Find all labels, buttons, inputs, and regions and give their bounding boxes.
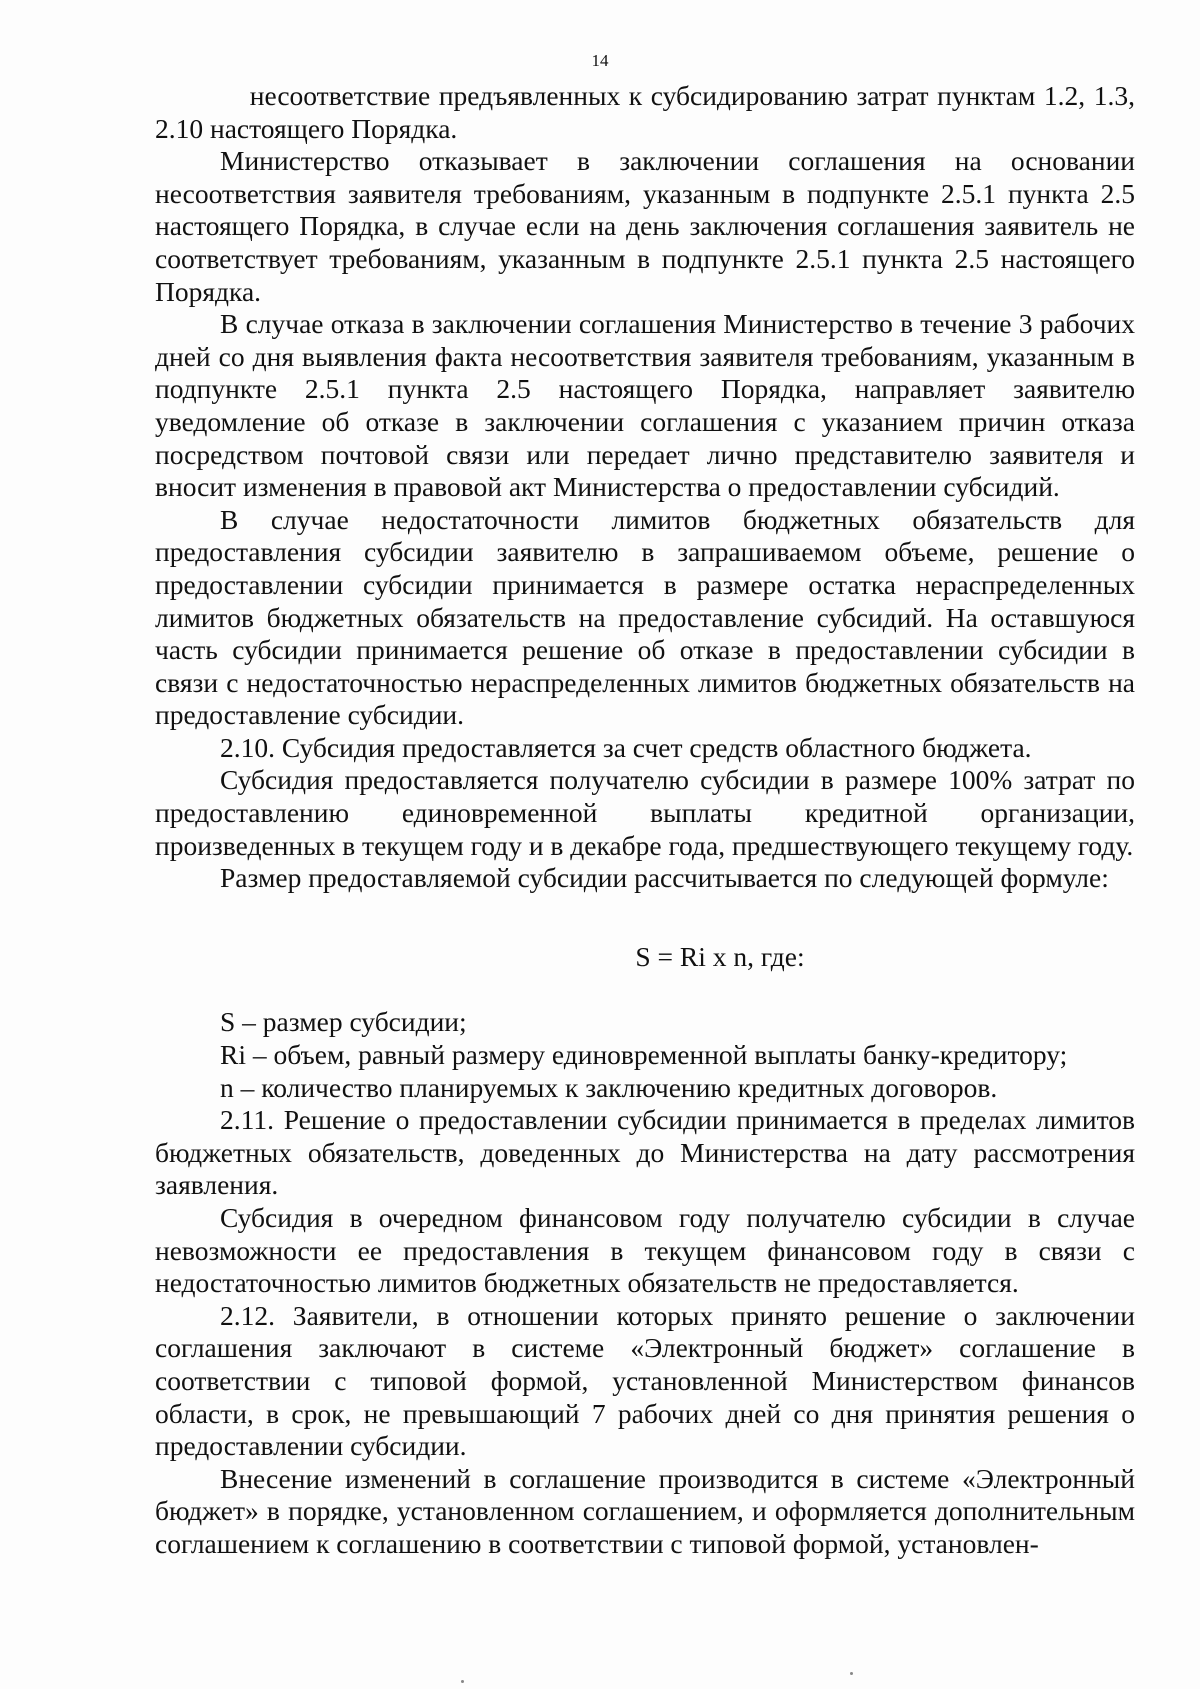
- paragraph-amendments: Внесение изменений в соглашение производится в системе «Электронный бюджет» в порядке, установленном соглашением, и оформляется дополнительным соглашением к соглашению в соответствии с типовой формой, установлен-: [155, 1462, 1135, 1559]
- paragraph-formula-intro: Размер предоставляемой субсидии рассчитывается по следующей формуле:: [220, 862, 1109, 894]
- definition-s: S – размер субсидии;: [220, 1006, 467, 1038]
- paragraph-next-year: Субсидия в очередном финансовом году получателю субсидии в случае невозможности ее предоставления в текущем финансовом году в связи с недостаточностью лимитов бюджетных обязательств не предоставляется.: [155, 1202, 1135, 1299]
- paragraph-refusal-notification: В случае отказа в заключении соглашения Министерство в течение 3 рабочих дней со дня выявления факта несоответствия заявителя требованиям, указанным в подпункте 2.5.1 пункта 2.5 настоящего Порядка, направляет заявителю уведомление об отказе в заключении соглашения с указанием причин отказа посредством почтовой связи или передает лично представителю заявителя и вносит изменения в правовой акт Министерства о предоставлении субсидий.: [155, 308, 1135, 503]
- definition-ri: Ri – объем, равный размеру единовременной выплаты банку-кредитору;: [220, 1039, 1068, 1071]
- definition-n: n – количество планируемых к заключению кредитных договоров.: [220, 1071, 998, 1103]
- spacer: [155, 973, 1135, 1006]
- spacer: [155, 895, 1135, 941]
- document-body: [155, 80, 1135, 1561]
- scan-speck: [850, 1672, 853, 1675]
- page-number: 14: [591, 51, 609, 70]
- paragraph-continuation: несоответствие предъявленных к субсидированию затрат пунктам 1.2, 1.3, 2.10 настоящего Порядка.: [155, 80, 1135, 144]
- scan-speck: [461, 1680, 464, 1683]
- paragraph-insufficient-limits: В случае недостаточности лимитов бюджетных обязательств для предоставления субсидии заявителю в запрашиваемом объеме, решение о предоставлении субсидии принимается в размере остатка нераспределенных лимитов бюджетных обязательств на предоставление субсидий. На оставшуюся часть субсидии принимается решение об отказе в предоставлении субсидии в связи с недостаточностью нераспределенных лимитов бюджетных обязательств на предоставление субсидии.: [155, 503, 1135, 731]
- paragraph-2-10: 2.10. Субсидия предоставляется за счет средств областного бюджета.: [220, 731, 1032, 763]
- paragraph-ministry-refusal: Министерство отказывает в заключении соглашения на основании несоответствия заявителя требованиям, указанным в подпункте 2.5.1 пункта 2.5 настоящего Порядка, в случае если на день заключения соглашения заявитель не соответствует требованиям, указанным в подпункте 2.5.1 пункта 2.5 настоящего Порядка.: [155, 145, 1135, 307]
- formula: S = Ri x n, где:: [635, 940, 805, 972]
- paragraph-subsidy-amount: Субсидия предоставляется получателю субсидии в размере 100% затрат по предоставлению единовременной выплаты кредитной организации, произведенных в текущем году и в декабре года, предшествующего текущему году.: [155, 764, 1135, 861]
- paragraph-2-11: 2.11. Решение о предоставлении субсидии принимается в пределах лимитов бюджетных обязательств, доведенных до Министерства на дату рассмотрения заявления.: [155, 1104, 1135, 1201]
- paragraph-2-12: 2.12. Заявители, в отношении которых принято решение о заключении соглашения заключают в системе «Электронный бюджет» соглашение в соответствии с типовой формой, установленной Министерством финансов области, в срок, не превышающий 7 рабочих дней со дня принятия решения о предоставлении субсидии.: [155, 1299, 1135, 1462]
